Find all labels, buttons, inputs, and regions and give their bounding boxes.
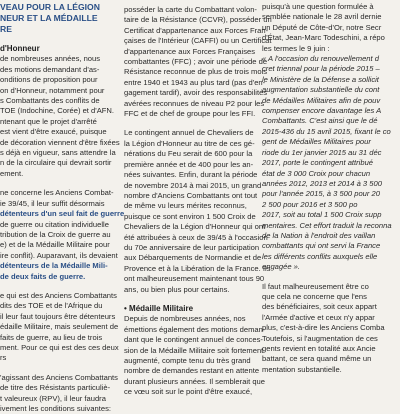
text-line: de décoration viennent d'être fixées — [0, 137, 120, 147]
quote-text-line: cret triennal pour la période 2015 – — [262, 64, 380, 74]
text-line: de guerre ou citation individuelle — [0, 219, 109, 229]
text-line: dant que le contingent annuel de conces- — [124, 335, 263, 345]
article-column-left — [0, 2, 125, 414]
paragraph-gap — [124, 119, 252, 128]
paragraph-gap — [262, 273, 400, 282]
text-line: des motions demandant d'as- — [0, 64, 100, 74]
text-line: Toutefois, si l'augmentation de ces — [262, 333, 378, 343]
quote-text-line: riode du 1er janvier 2015 au 31 déc — [262, 147, 382, 157]
text-line: un Député de Côte-d'Or, notre Secr — [262, 22, 382, 32]
article-column-right — [262, 2, 400, 375]
text-line: nombre de demandes restant en attente — [124, 366, 260, 376]
text-line: sion de la Médaille Militaire soit fortement — [124, 345, 264, 355]
text-line: ntenant que le projet d'arrêté — [0, 116, 97, 126]
text-line: première année et de 400 pour les an- — [124, 159, 254, 169]
text-line: ie 39/45, il leur suffit désormais — [0, 198, 105, 208]
text-line: s Combattants des conflits de — [0, 96, 100, 106]
text-line: posséder la carte du Combattant volon- — [124, 5, 257, 14]
text-line: Il faut malheureusement être co — [262, 281, 369, 291]
text-line: e) et de la Médaille Militaire pour — [0, 240, 110, 250]
text-line: Certificat d'appartenance aux Forces Fran- — [124, 25, 269, 35]
quote-text-line: Combattants. C'est ainsi que le dé — [262, 116, 378, 126]
article-title-line: NEUR ET LA MÉDAILLE — [0, 13, 98, 23]
quote-text-line: le Ministère de la Défense a sollicit — [262, 74, 379, 84]
text-line: l'Armée d'active et ceux n'y appar — [262, 312, 375, 322]
text-line: de titre des Résistants particuliè- — [0, 383, 111, 393]
text-line: aux Débarquements de Normandie et de — [124, 253, 262, 263]
section-heading: • Médaille Militaire — [124, 303, 194, 313]
article-title-line: RE — [0, 24, 12, 34]
text-line: que cela ne concerne que l'ens — [262, 291, 367, 301]
text-line: entre 1940 et 1943 au plus tard (pas d'en- — [124, 77, 266, 87]
quote-text-line: de la Nation à l'endroit des vaillan — [262, 230, 376, 240]
text-line: est vient d'être exaucé, puisque — [0, 127, 107, 137]
text-line: onditions de proposition pour — [0, 75, 98, 85]
text-line: rs — [0, 353, 7, 363]
quote-text-line: pour l'année 2015, à 3 500 pour 20 — [262, 189, 380, 199]
text-line: 'agissant des Anciens Combattants — [0, 372, 118, 382]
article-title-line: VEAU POUR LA LÉGION — [0, 2, 100, 12]
text-line: d'appartenance aux Forces Françaises — [124, 46, 256, 56]
quote-text-line: les différents conflits auxquels elle — [262, 251, 378, 261]
quote-text-line: augmentation substantielle du cont — [262, 85, 380, 95]
highlighted-text-line: détenteurs de la Médaille Mili- — [0, 261, 108, 271]
text-line: ment. Pour ce qui est des ces deux — [0, 342, 119, 352]
text-line: ce vœu soit sur le point d'être exaucé, — [124, 387, 253, 397]
text-line: combattantes (FFC) ; avoir une période de — [124, 57, 268, 67]
text-line: plus, c'est-à-dire les Anciens Comba — [262, 323, 385, 333]
text-line: ans, ou bien plus pour certains. — [124, 284, 230, 294]
paragraph-gap — [0, 35, 114, 44]
text-line: battant, ce sera quand même un — [262, 354, 372, 364]
quote-text-line: gent de Médailles Militaires pour — [262, 137, 371, 147]
text-line: dits des TOE et de l'Afrique du — [0, 301, 103, 311]
text-line: édaille Militaire, mais seulement de — [0, 322, 119, 332]
quote-text-line: compenser encore davantage les A — [262, 106, 382, 116]
text-line: émettions également des motions deman- — [124, 324, 266, 334]
text-line: avérées reconnues de niveau P2 pour les — [124, 98, 265, 108]
text-line: ne concerne les Anciens Combat- — [0, 188, 114, 198]
text-line: été attribuées à ceux de 39/45 à l'occasion — [124, 232, 268, 242]
text-line: de novembre 2014 à mai 2015, un grand — [124, 180, 262, 190]
quote-text-line: 2017, soit au total 1 500 Croix supp — [262, 210, 382, 220]
quote-text-line: engagée ». — [262, 262, 301, 272]
quote-text-line: 2 500 pour 2016 et 3 500 po — [262, 199, 358, 209]
text-line: Le contingent annuel de Chevaliers de — [124, 128, 254, 138]
paragraph-gap — [0, 179, 114, 188]
text-line: ement. — [0, 168, 24, 178]
text-line: la Légion d'Honneur au titre de ces gé- — [124, 138, 255, 148]
quote-text-line: combattants qui ont servi la France — [262, 241, 381, 251]
text-line: Résistance reconnue de plus de trois mois — [124, 67, 268, 77]
text-line: d'État, Jean-Marc Todeschini, a répo — [262, 33, 385, 43]
text-line: augmenté, compte tenu du très grand — [124, 356, 251, 365]
section-heading: d'Honneur — [0, 44, 40, 53]
paragraph-gap — [124, 295, 252, 304]
quote-text-line: mentaires. Cet effort traduit la reconna — [262, 220, 392, 230]
quote-text-line: de Médailles Militaires afin de pouv — [262, 95, 381, 105]
quote-text-line: état de 3 000 Croix pour chacun — [262, 168, 371, 178]
paragraph-gap — [0, 282, 114, 291]
text-line: ire conflit). Auparavant, ils devaient — [0, 250, 118, 260]
text-line: nombre d'Anciens Combattants ont tout — [124, 190, 258, 200]
text-line: tribution de la Croix de guerre au — [0, 229, 111, 239]
text-line: çaises de l'Intérieur (CAFFI) ou un Certificat — [124, 36, 272, 46]
text-line: Depuis de nombreuses années, nos — [124, 314, 246, 324]
quote-text-line: années 2012, 2013 et 2014 à 3 500 — [262, 178, 382, 188]
text-line: ivement les conditions suivantes: — [0, 404, 112, 413]
text-line: ont malheureusement maintenant tous 90 — [124, 274, 265, 284]
text-line: FFC et de chef de groupe pour les FFI. — [124, 109, 256, 119]
quote-text-line: 2015-436 du 15 avril 2015, fixant le co — [262, 126, 391, 136]
text-line: n de la circulaire qui devrait sortir — [0, 158, 112, 168]
text-line: nées suivantes. Enfin, durant la période — [124, 170, 258, 180]
text-line: du 70e anniversaire de leur participation — [124, 242, 260, 252]
text-line: il leur faut toujours être détenteurs — [0, 311, 116, 321]
text-line: puisqu'à une question formulée à — [262, 2, 374, 11]
text-line: t valeureux (RPV), il leur faudra — [0, 393, 106, 403]
text-line: faits de guerre, au lieu de trois — [0, 332, 103, 342]
text-line: s déjà en vigueur, sans attendre la — [0, 148, 116, 158]
quote-text-line: 2017, porte le contingent attribué — [262, 158, 374, 168]
text-line: Chevaliers de la Légion d'Honneur qui ont — [124, 222, 266, 232]
text-line: semblée nationale le 28 avril dernie — [262, 12, 382, 22]
highlighted-text-line: détenteurs d'un seul fait de guerre — [0, 209, 125, 219]
text-line: TOE (Indochine, Corée) et d'AFN. — [0, 106, 114, 116]
quote-text-line: « A l'occasion du renouvellement d — [262, 54, 379, 64]
text-line: gagement tardif), avoir des responsabilités — [124, 88, 268, 98]
text-line: durant plusieurs années. Il semblerait que — [124, 376, 265, 386]
text-line: nérations du Feu serait de 600 pour la — [124, 149, 253, 159]
highlighted-text-line: de deux faits de guerre. — [0, 271, 86, 281]
article-column-middle — [124, 5, 272, 398]
text-line: mentation substantielle. — [262, 364, 342, 374]
text-line: des bénéficiaires, soit ceux appart — [262, 302, 377, 312]
text-line: Provence et à la Libération de la France. Ils — [124, 263, 271, 273]
text-line: on d'Honneur, notamment pour — [0, 85, 105, 95]
text-line: de même vu leurs mérites reconnus, — [124, 201, 247, 211]
paragraph-gap — [0, 364, 114, 373]
text-line: puisque ce sont environ 1 500 Croix de — [124, 211, 256, 221]
text-line: de nombreuses années, nous — [0, 54, 101, 64]
text-line: e qui est des Anciens Combattants — [0, 290, 117, 300]
text-line: taire de la Résistance (CCVR), posséder un — [124, 15, 272, 25]
text-line: les termes le 9 juin : — [262, 43, 330, 53]
text-line: gents revient en totalité aux Ancie — [262, 344, 376, 353]
